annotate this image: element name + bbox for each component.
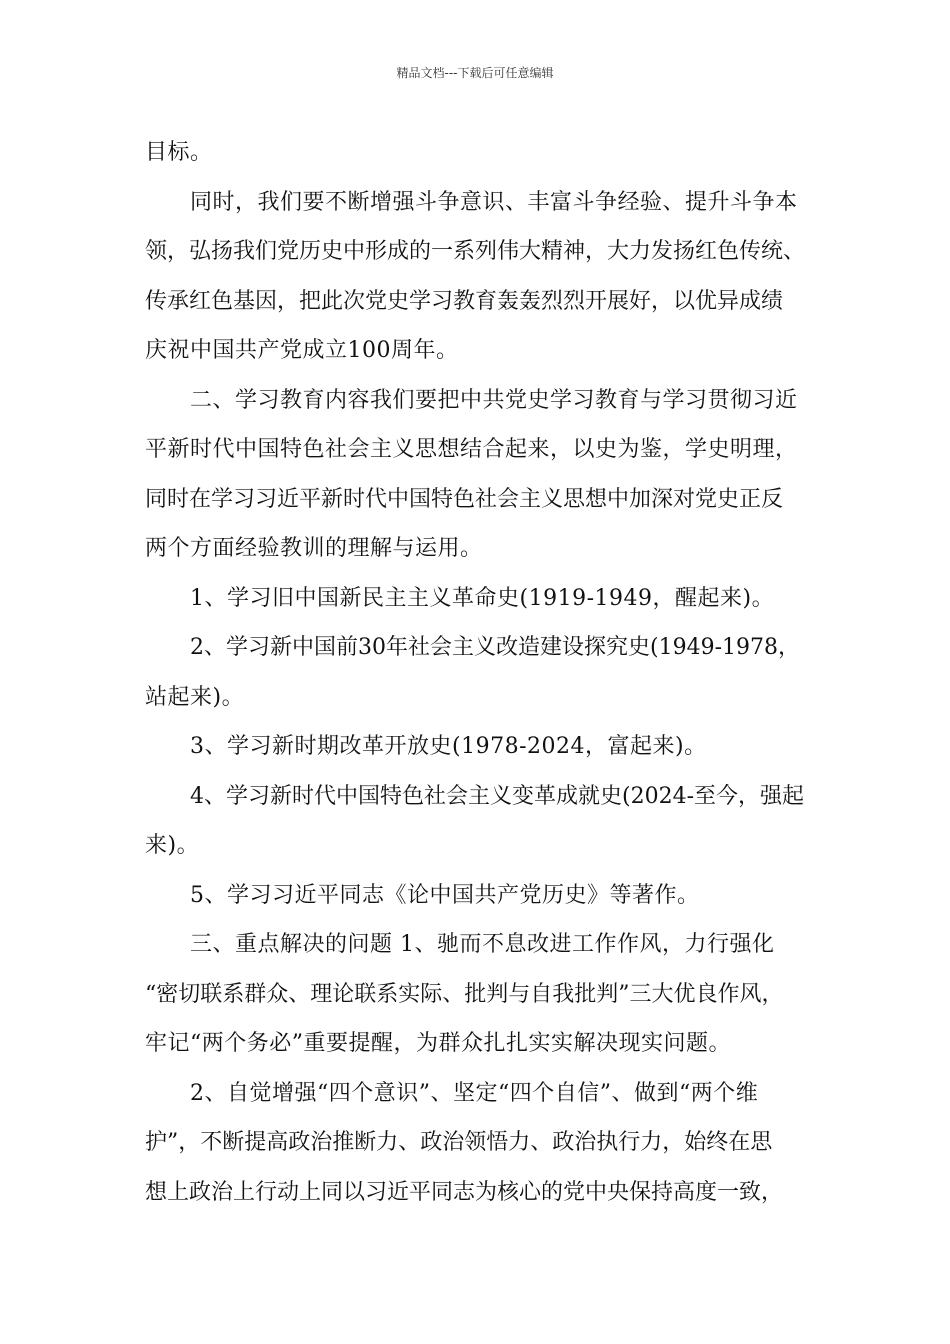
- text-line: 目标。: [145, 140, 213, 165]
- text-line: 想上政治上行动上同以习近平同志为核心的党中央保持高度一致，: [145, 1179, 784, 1205]
- text-line: 传承红色基因，把此次党史学习教育轰轰烈烈开展好，以优异成绩: [145, 288, 784, 314]
- text-line: 站起来)。: [145, 684, 245, 710]
- text-line: “密切联系群众、理论联系实际、批判与自我批判”三大优良作风，: [145, 981, 784, 1007]
- text-line: 1、学习旧中国新民主主义革命史(1919-1949，醒起来)。: [190, 585, 775, 611]
- text-line: 三、重点解决的问题 1、驰而不息改进工作作风，力行强化: [190, 932, 775, 957]
- text-line: 3、学习新时期改革开放史(1978-2024，富起来)。: [190, 734, 707, 759]
- text-line: 4、学习新时代中国特色社会主义变革成就史(2024-至今，强起: [190, 783, 805, 809]
- text-line: 两个方面经验教训的理解与运用。: [145, 536, 483, 561]
- text-line: 同时，我们要不断增强斗争意识、丰富斗争经验、提升斗争本: [190, 189, 798, 215]
- document-body: [145, 128, 825, 1217]
- text-line: 平新时代中国特色社会主义思想结合起来，以史为鉴，学史明理，: [145, 437, 798, 462]
- text-line: 同时在学习习近平新时代中国特色社会主义思想中加深对党史正反: [145, 486, 784, 512]
- text-line: 2、学习新中国前30年社会主义改造建设探究史(1949-1978，: [190, 635, 800, 660]
- text-line: 牢记“两个务必”重要提醒，为群众扎扎实实解决现实问题。: [145, 1031, 731, 1056]
- page-header: 精品文档---下载后可任意编辑: [396, 66, 554, 80]
- text-line: 护”，不断提高政治推断力、政治领悟力、政治执行力，始终在思: [145, 1130, 773, 1155]
- text-line: 5、学习习近平同志《论中国共产党历史》等著作。: [190, 882, 700, 908]
- text-line: 2、自觉增强“四个意识”、坚定“四个自信”、做到“两个维: [190, 1080, 759, 1106]
- text-line: 庆祝中国共产党成立100周年。: [145, 338, 459, 363]
- text-line: 来)。: [145, 833, 200, 858]
- text-line: 领，弘扬我们党历史中形成的一系列伟大精神，大力发扬红色传统、: [145, 239, 806, 264]
- text-line: 二、学习教育内容我们要把中共党史学习教育与学习贯彻习近: [190, 387, 798, 413]
